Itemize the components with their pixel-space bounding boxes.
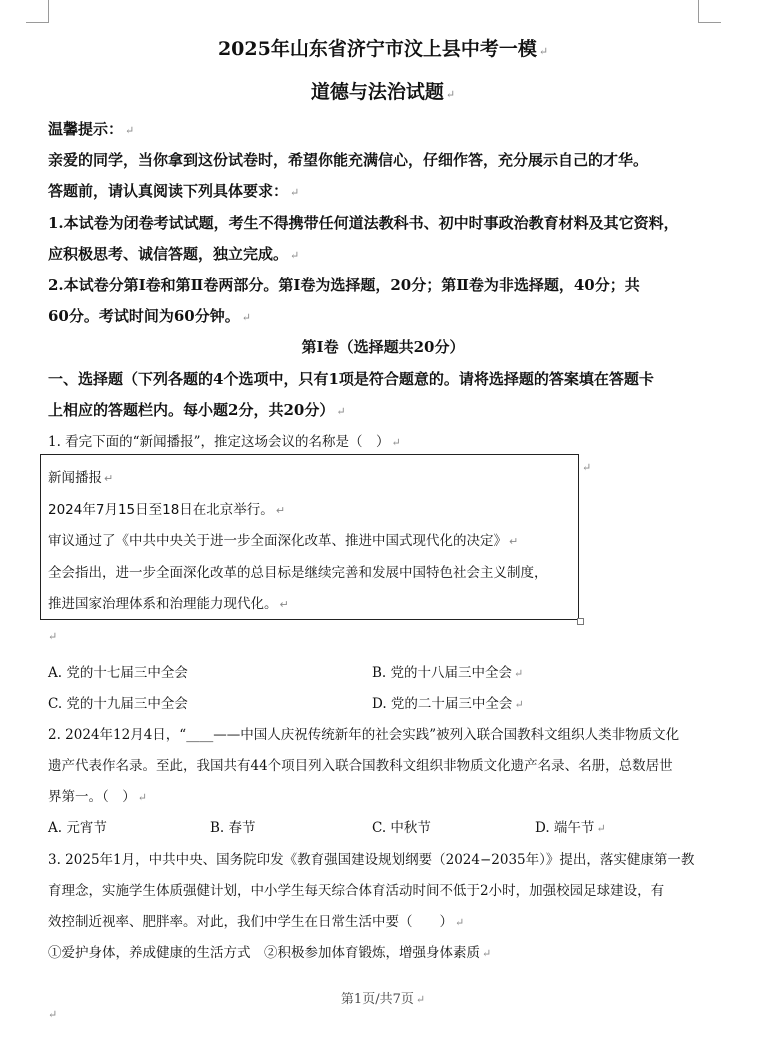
question-2-stem-line-2: 遗产代表作名录。至此，我国共有44个项目列入联合国教科文组织非物质文化遗产名录、名册，总数居世 <box>48 758 673 774</box>
news-line-2: 审议通过了《中共中央关于进一步全面深化改革、推进中国式现代化的决定》 ↵ <box>48 533 519 549</box>
q1-option-d: D. 党的二十届三中全会 ↵ <box>372 696 524 712</box>
question-2-stem-line-1: 2. 2024年12月4日，“____——中国人庆祝传统新年的社会实践”被列入联合国教科文组织人类非物质文化 <box>48 727 680 743</box>
exam-subtitle: 道德与法治试题 ↵ <box>310 81 456 103</box>
news-title: 新闻播报 ↵ <box>48 470 114 486</box>
news-line-1: 2024年7月15日至18日在北京举行。 ↵ <box>48 502 286 518</box>
rule-2-line-1: 2.本试卷分第Ⅰ卷和第Ⅱ卷两部分。第Ⅰ卷为选择题，20分；第Ⅱ卷为非选择题，40分；共 <box>48 276 640 294</box>
news-line-4: 推进国家治理体系和治理能力现代化。 ↵ <box>48 596 289 612</box>
news-box <box>40 454 579 620</box>
question-3-stem-line-3: 效控制近视率、肥胖率。对此，我们中学生在日常生活中要（ ） ↵ <box>48 914 465 930</box>
question-2-stem-line-3: 界第一。（ ） ↵ <box>48 789 147 805</box>
section-instructions-line-1: 一、选择题（下列各题的4个选项中，只有1项是符合题意的。请将选择题的答案填在答题卡 <box>48 370 654 388</box>
q1-option-b: B. 党的十八届三中全会 ↵ <box>372 665 524 681</box>
q2-option-a: A. 元宵节 <box>48 820 107 836</box>
q1-option-a: A. 党的十七届三中全会 <box>48 665 188 681</box>
empty-paragraph-mark: ↵ <box>48 630 58 643</box>
page-corner-mark-left <box>26 0 49 23</box>
question-1-stem: 1. 看完下面的“新闻播报”，推定这场会议的名称是（ ） ↵ <box>48 434 401 450</box>
q2-option-d: D. 端午节 ↵ <box>535 820 606 836</box>
question-3-items: ①爱护身体，养成健康的生活方式 ②积极参加体育锻炼，增强身体素质 ↵ <box>48 945 492 961</box>
part-1-heading: 第Ⅰ卷（选择题共20分） <box>301 338 465 356</box>
notice-intro: 亲爱的同学，当你拿到这份试卷时，希望你能充满信心，仔细作答，充分展示自己的才华。 <box>48 151 649 169</box>
notice-before: 答题前，请认真阅读下列具体要求： ↵ <box>48 182 300 200</box>
footer-paragraph-mark: ↵ <box>48 1008 58 1021</box>
q1-option-c: C. 党的十九届三中全会 <box>48 696 188 712</box>
page-footer: 第1页/共7页 ↵ <box>340 992 426 1007</box>
page-corner-mark-right <box>698 0 721 23</box>
section-instructions-line-2: 上相应的答题栏内。每小题2分，共20分） ↵ <box>48 401 346 419</box>
question-3-stem-line-2: 育理念，实施学生体质强健计划，中小学生每天综合体育活动时间不低于2小时，加强校园足球建设，有 <box>48 883 665 899</box>
rule-1-line-2: 应积极思考、诚信答题，独立完成。 ↵ <box>48 245 300 263</box>
rule-2-line-2: 60分。考试时间为60分钟。 ↵ <box>48 307 251 325</box>
news-line-3: 全会指出，进一步全面深化改革的总目标是继续完善和发展中国特色社会主义制度， <box>48 565 548 581</box>
question-3-stem-line-1: 3. 2025年1月，中共中央、国务院印发《教育强国建设规划纲要（2024−2035年）》提出，落实健康第一教 <box>48 852 695 868</box>
q2-option-b: B. 春节 <box>210 820 256 836</box>
rule-1-line-1: 1.本试卷为闭卷考试试题，考生不得携带任何道法教科书、初中时事政治教育材料及其它资料， <box>48 214 679 232</box>
notice-heading: 温馨提示： ↵ <box>48 120 135 138</box>
q2-option-c: C. 中秋节 <box>372 820 431 836</box>
news-box-end-mark: ↵ <box>582 461 592 474</box>
exam-title: 2025年山东省济宁市汶上县中考一模 ↵ <box>217 38 549 60</box>
resize-handle[interactable] <box>577 618 584 625</box>
